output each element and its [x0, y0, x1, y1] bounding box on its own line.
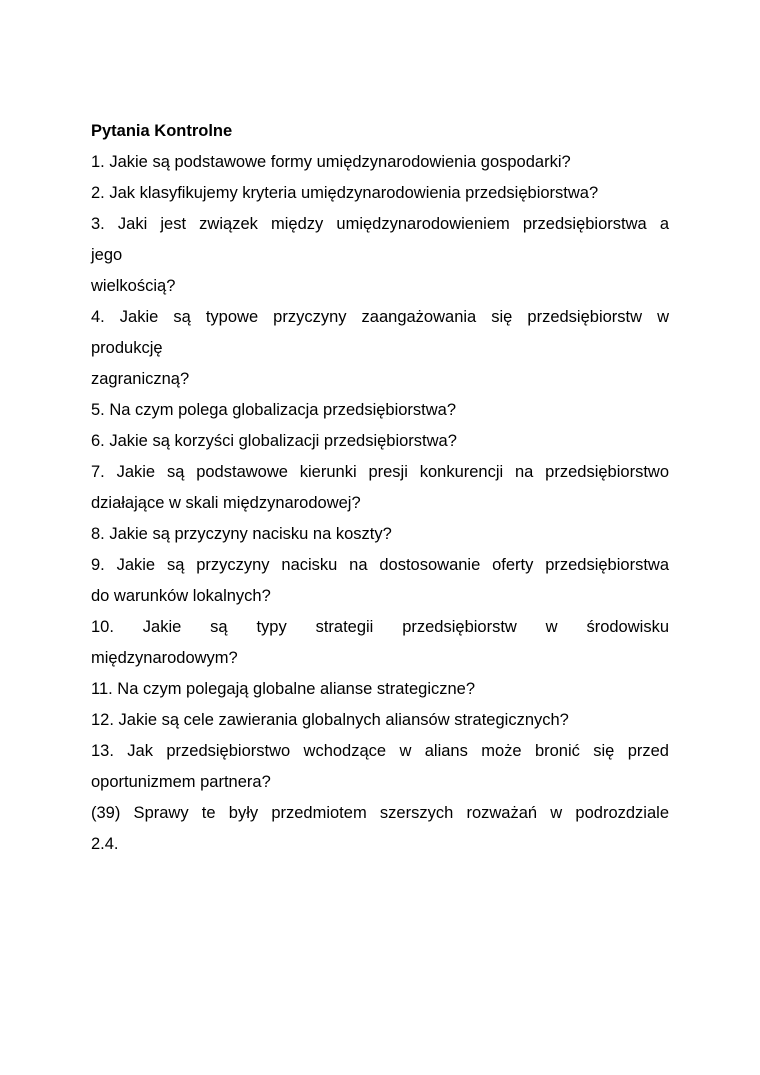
- question-6: [91, 426, 669, 457]
- question-line: 2. Jak klasyfikujemy kryteria umiędzynarodowienia przedsiębiorstwa?: [91, 184, 599, 202]
- question-line: 4. Jakie są typowe przyczyny zaangażowania się przedsiębiorstw w: [91, 308, 669, 326]
- document-page: [91, 116, 669, 860]
- footnote-line: (39) Sprawy te były przedmiotem szerszych rozważań w podrozdziale: [91, 804, 669, 822]
- question-line: działające w skali międzynarodowej?: [91, 494, 361, 512]
- question-1: [91, 147, 669, 178]
- question-line: 3. Jaki jest związek między umiędzynarodowieniem przedsiębiorstwa a: [91, 215, 669, 233]
- question-line: oportunizmem partnera?: [91, 773, 271, 791]
- page-title: Pytania Kontrolne: [91, 122, 233, 140]
- question-line: jego: [91, 246, 123, 264]
- question-line: zagraniczną?: [91, 370, 190, 388]
- question-13: [91, 736, 669, 798]
- question-line: 8. Jakie są przyczyny nacisku na koszty?: [91, 525, 392, 543]
- question-2: [91, 178, 669, 209]
- question-line: 9. Jakie są przyczyny nacisku na dostosowanie oferty przedsiębiorstwa: [91, 556, 669, 574]
- question-line: 12. Jakie są cele zawierania globalnych aliansów strategicznych?: [91, 711, 569, 729]
- footnote-line: 2.4.: [91, 835, 119, 853]
- question-5: [91, 395, 669, 426]
- question-line: produkcję: [91, 339, 163, 357]
- question-11: [91, 674, 669, 705]
- question-line: do warunków lokalnych?: [91, 587, 271, 605]
- question-line: 7. Jakie są podstawowe kierunki presji konkurencji na przedsiębiorstwo: [91, 463, 669, 481]
- question-12: [91, 705, 669, 736]
- question-line: 13. Jak przedsiębiorstwo wchodzące w alians może bronić się przed: [91, 742, 669, 760]
- question-line: międzynarodowym?: [91, 649, 238, 667]
- question-line: 11. Na czym polegają globalne alianse strategiczne?: [91, 680, 476, 698]
- question-line: 10. Jakie są typy strategii przedsiębiorstw w środowisku: [91, 618, 669, 636]
- footnote: [91, 798, 669, 860]
- question-8: [91, 519, 669, 550]
- question-7: [91, 457, 669, 519]
- question-line: 6. Jakie są korzyści globalizacji przedsiębiorstwa?: [91, 432, 457, 450]
- question-line: 5. Na czym polega globalizacja przedsiębiorstwa?: [91, 401, 457, 419]
- question-line: wielkością?: [91, 277, 176, 295]
- question-3: [91, 209, 669, 302]
- question-9: [91, 550, 669, 612]
- question-10: [91, 612, 669, 674]
- question-4: [91, 302, 669, 395]
- question-line: 1. Jakie są podstawowe formy umiędzynarodowienia gospodarki?: [91, 153, 571, 171]
